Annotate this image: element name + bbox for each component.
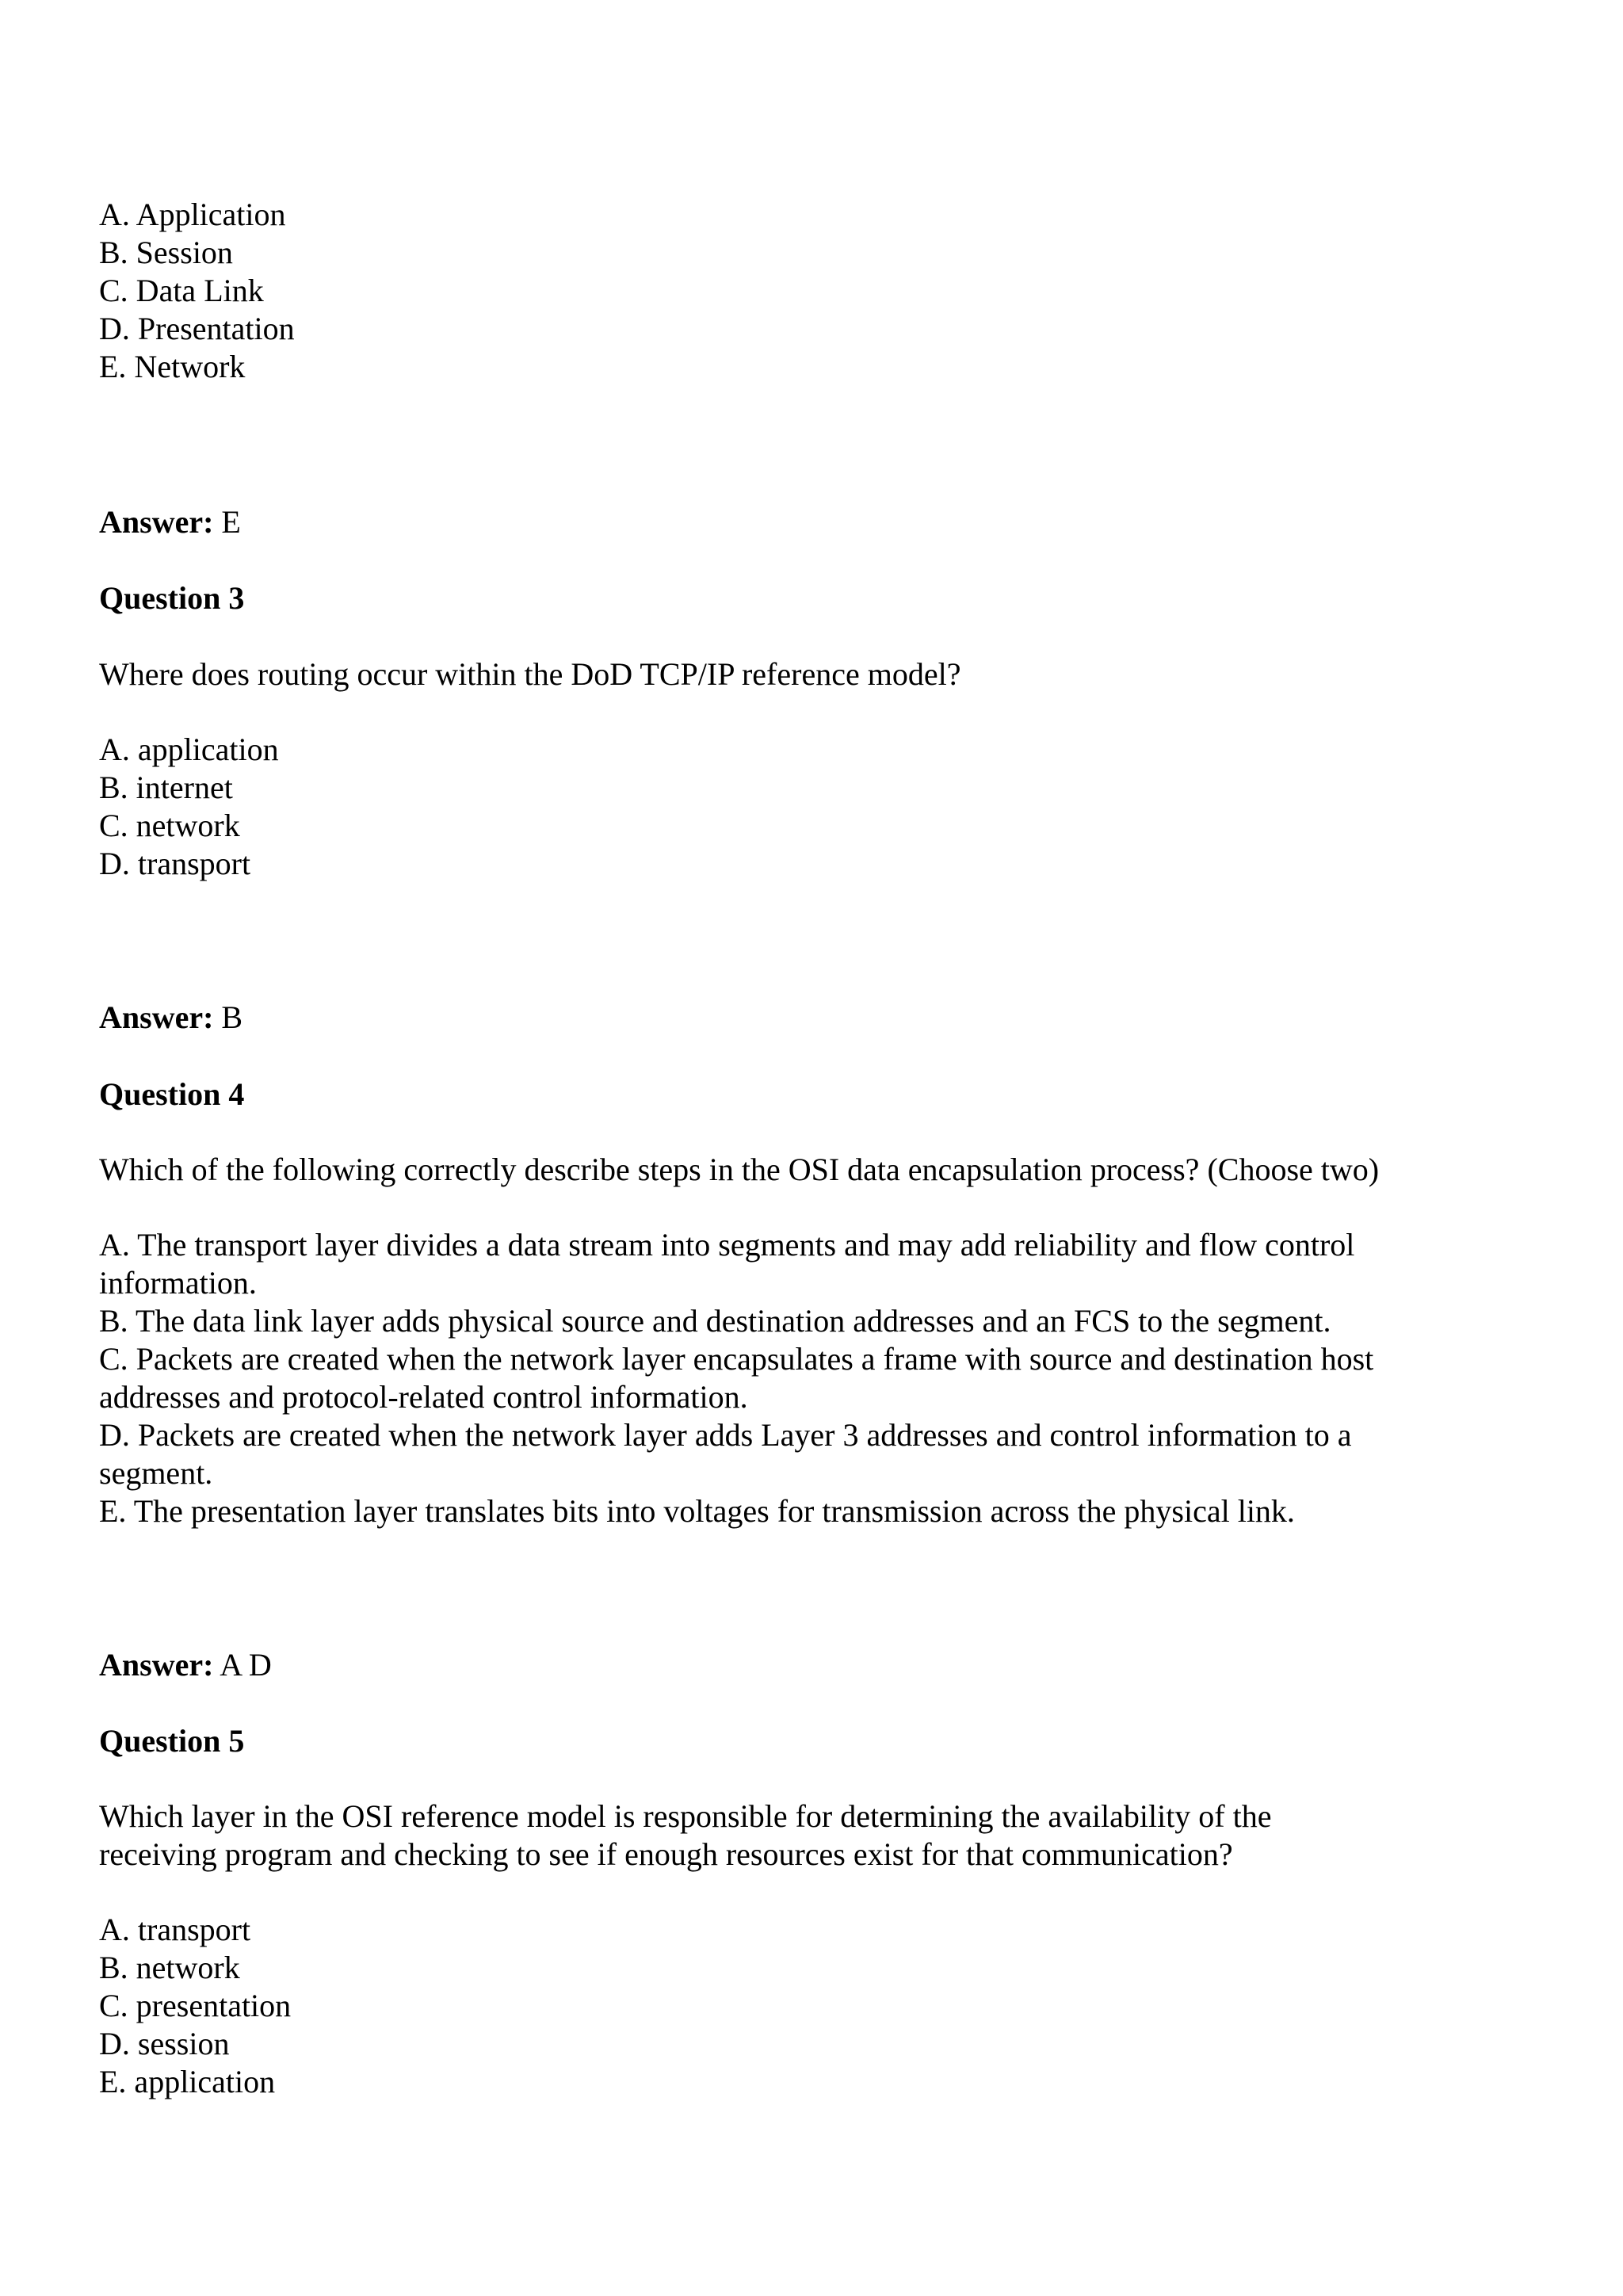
- q2-option-d: D. Presentation: [99, 311, 295, 346]
- q4-answer-label: Answer:: [99, 1647, 214, 1683]
- q5-prompt-line2: receiving program and checking to see if enough resources exist for that communication?: [99, 1836, 1233, 1872]
- q2-option-b: B. Session: [99, 235, 233, 270]
- q5-prompt-line1: Which layer in the OSI reference model is responsible for determining the availability of the: [99, 1798, 1272, 1834]
- q3-answer-value: B: [213, 999, 243, 1035]
- q2-option-a: A. Application: [99, 197, 286, 232]
- q2-answer: [99, 503, 241, 541]
- q4-heading: Question 4: [99, 1076, 245, 1112]
- q3-prompt: Where does routing occur within the DoD TCP/IP reference model?: [99, 656, 961, 692]
- q2-option-c: C. Data Link: [99, 273, 264, 308]
- q2-option-e: E. Network: [99, 349, 246, 384]
- q4-option-d-line1: D. Packets are created when the network layer adds Layer 3 addresses and control information to a: [99, 1417, 1352, 1453]
- q5-option-a: A. transport: [99, 1912, 251, 1947]
- q3-option-a: A. application: [99, 732, 279, 767]
- q4-answer: [99, 1646, 272, 1684]
- q3-option-b: B. internet: [99, 770, 233, 805]
- q4-option-c-line2: addresses and protocol-related control information.: [99, 1379, 748, 1415]
- q4-option-c-line1: C. Packets are created when the network layer encapsulates a frame with source and destination host: [99, 1341, 1374, 1377]
- q4-option-a-line2: information.: [99, 1265, 257, 1301]
- q4-option-a-line1: A. The transport layer divides a data stream into segments and may add reliability and flow control: [99, 1227, 1355, 1263]
- q5-option-e: E. application: [99, 2064, 276, 2099]
- q5-option-d: D. session: [99, 2026, 230, 2061]
- q4-prompt: Which of the following correctly describe steps in the OSI data encapsulation process? (Choose two): [99, 1152, 1380, 1187]
- q2-answer-value: E: [213, 504, 241, 540]
- q4-option-e: E. The presentation layer translates bits into voltages for transmission across the physical link.: [99, 1493, 1295, 1529]
- q4-option-d-line2: segment.: [99, 1455, 213, 1491]
- q3-option-c: C. network: [99, 808, 240, 843]
- q4-option-b: B. The data link layer adds physical source and destination addresses and an FCS to the segment.: [99, 1303, 1331, 1339]
- q3-option-d: D. transport: [99, 846, 251, 881]
- q4-answer-value: A D: [213, 1647, 272, 1683]
- q2-answer-label: Answer:: [99, 504, 214, 540]
- q3-answer-label: Answer:: [99, 999, 214, 1035]
- q5-heading: Question 5: [99, 1723, 245, 1759]
- q5-option-b: B. network: [99, 1950, 240, 1985]
- q5-option-c: C. presentation: [99, 1988, 292, 2023]
- q3-heading: Question 3: [99, 580, 245, 616]
- q3-answer: [99, 999, 242, 1037]
